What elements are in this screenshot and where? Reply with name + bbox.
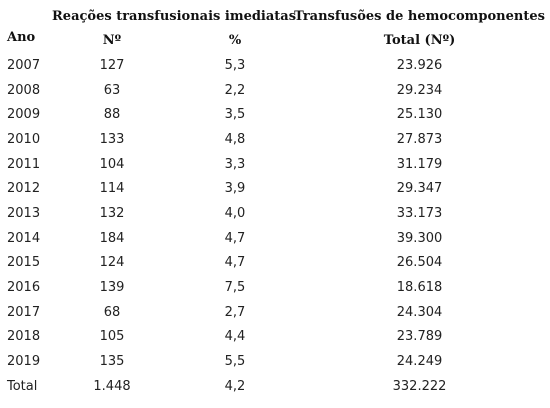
cell-pct: 3,5	[224, 107, 246, 123]
table-row	[0, 349, 545, 374]
cell-n: 124	[99, 255, 125, 271]
cell-n: 68	[103, 304, 121, 320]
cell-ano: 2012	[7, 181, 41, 197]
cell-ano: 2019	[7, 354, 41, 370]
cell-total: 29.347	[396, 181, 443, 197]
cell-pct: 4,0	[224, 205, 246, 221]
cell-n: 105	[99, 329, 125, 345]
header-row-groups	[0, 5, 545, 27]
table-row	[0, 226, 545, 251]
cell-ano: 2017	[7, 304, 41, 320]
cell-n: 132	[99, 205, 125, 221]
table-header	[0, 5, 545, 53]
table-row	[0, 300, 545, 325]
cell-ano: 2007	[7, 57, 41, 73]
cell-ano: 2010	[7, 131, 41, 147]
cell-total: 25.130	[396, 107, 443, 123]
cell-ano: 2018	[7, 329, 41, 345]
header-row-columns	[0, 27, 545, 53]
cell-ano: Total	[7, 378, 38, 394]
table-row	[0, 78, 545, 103]
cell-n: 88	[103, 107, 121, 123]
cell-pct: 4,7	[224, 230, 246, 246]
column-group-reacoes: Reações transfusionais imediatas	[52, 8, 297, 24]
cell-ano: 2014	[7, 230, 41, 246]
cell-total: 23.789	[396, 329, 443, 345]
table-row	[0, 176, 545, 201]
cell-ano: 2013	[7, 205, 41, 221]
cell-total: 24.304	[396, 304, 443, 320]
cell-total: 18.618	[396, 280, 443, 296]
cell-ano: 2008	[7, 82, 41, 98]
column-header-pct: %	[228, 32, 242, 48]
cell-n: 139	[99, 280, 125, 296]
cell-pct: 2,7	[224, 304, 246, 320]
column-header-n: Nº	[102, 32, 122, 48]
cell-pct: 5,5	[224, 354, 246, 370]
table-row	[0, 152, 545, 177]
cell-total: 26.504	[396, 255, 443, 271]
table-row	[0, 251, 545, 276]
column-header-ano: Ano	[7, 29, 36, 45]
cell-pct: 5,3	[224, 57, 246, 73]
column-group-transfusoes: Transfusões de hemocomponentes	[294, 8, 545, 24]
table-row	[0, 102, 545, 127]
cell-total: 31.179	[396, 156, 443, 172]
cell-pct: 3,9	[224, 181, 246, 197]
table-row	[0, 127, 545, 152]
cell-n: 104	[99, 156, 125, 172]
column-header-total: Total (Nº)	[383, 32, 456, 48]
cell-pct: 2,2	[224, 82, 246, 98]
cell-total: 27.873	[396, 131, 443, 147]
cell-total: 33.173	[396, 205, 443, 221]
cell-pct: 4,2	[224, 378, 246, 394]
cell-pct: 3,3	[224, 156, 246, 172]
cell-n: 135	[99, 354, 125, 370]
cell-total: 24.249	[396, 354, 443, 370]
cell-n: 1.448	[93, 378, 131, 394]
cell-pct: 4,4	[224, 329, 246, 345]
cell-n: 133	[99, 131, 125, 147]
cell-n: 127	[99, 57, 125, 73]
cell-n: 63	[103, 82, 121, 98]
cell-total: 23.926	[396, 57, 443, 73]
table-row-total	[0, 374, 545, 399]
cell-pct: 7,5	[224, 280, 246, 296]
cell-pct: 4,8	[224, 131, 246, 147]
table-row	[0, 201, 545, 226]
cell-n: 184	[99, 230, 125, 246]
table-row	[0, 275, 545, 300]
table-row	[0, 53, 545, 78]
cell-ano: 2016	[7, 280, 41, 296]
cell-n: 114	[99, 181, 125, 197]
cell-ano: 2011	[7, 156, 41, 172]
transfusion-table	[0, 5, 545, 399]
cell-pct: 4,7	[224, 255, 246, 271]
table-body	[0, 53, 545, 399]
cell-ano: 2009	[7, 107, 41, 123]
cell-ano: 2015	[7, 255, 41, 271]
cell-total: 39.300	[396, 230, 443, 246]
table-row	[0, 325, 545, 350]
cell-total: 29.234	[396, 82, 443, 98]
cell-total: 332.222	[392, 378, 447, 394]
